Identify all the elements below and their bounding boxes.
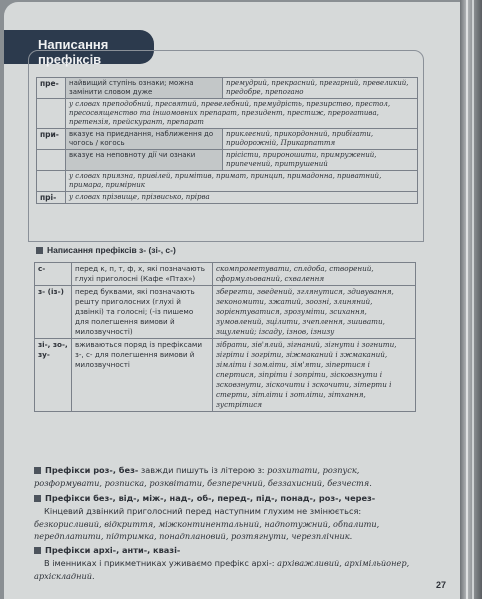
note-arkhi-heading: Префікси архі-, анти-, квазі- xyxy=(34,544,420,557)
example-cell: зібрати, зів'ялий, зігнаний, зігнути і зогнити, зігріти і зогріти, зіжмаканий і зжмаканий, зімліти і зомліти, зім'яти, зіпертися і спертися, зіпріти і зопріти, зісковзнути і зсковзнути, зіскочити і зскочити, зітерти і стерти, зітліти і зотліти, зітхання, зустрітися xyxy=(213,339,416,412)
note-bez-vid-heading: Префікси без-, від-, між-, над-, об-, перед-, під-, понад-, роз-, через- xyxy=(34,492,420,505)
bullet-square-icon xyxy=(34,547,41,554)
prefix-cell: с- xyxy=(35,263,72,286)
example-cell: зберегти, зведений, зглянутися, здивування, зекономити, зжатий, зоозні, злиняний, зорієнтуватися, зрозуміти, зсихання, зумовлений, зцілити, зчеплення, зшивати, зщулений; ізсаду, ізнов, ізнизу xyxy=(213,286,416,339)
rule-cell: перед буквами, які позначають решту приголосних (глухі й дзвінкі) та голосні; (-із пишемо для полегшення вимови й милозвучності) xyxy=(72,286,213,339)
bullet-square-icon xyxy=(36,247,43,254)
prefix-cell: пре- xyxy=(37,78,66,99)
example-cell: приклеєний, прикордонний, прибігати, придорожній, Прикарпаття xyxy=(223,129,418,150)
page-number: 27 xyxy=(436,580,447,590)
prefix-cell xyxy=(37,99,66,129)
book-page-edges xyxy=(460,0,482,599)
full-rule-cell: у словах прізвище, прізвисько, прірва xyxy=(66,192,418,204)
table-row xyxy=(37,78,418,99)
prefix-cell xyxy=(37,150,66,171)
table-row xyxy=(37,150,418,171)
prefix-cell: при- xyxy=(37,129,66,150)
prefix-cell: прі- xyxy=(37,192,66,204)
table-row xyxy=(35,263,416,286)
rule-cell: вказує на неповноту дії чи ознаки xyxy=(66,150,223,171)
bullet-square-icon xyxy=(34,467,41,474)
section-heading-text: Написання префіксів з- (зі-, с-) xyxy=(47,245,176,255)
note-arkhi-body: В іменниках і прикметниках уживаємо префікс архі-: архіважливий, архімільйонер, архісклaдний. xyxy=(34,558,410,581)
table-row xyxy=(37,129,418,150)
full-rule-cell: у словах преподобний, пресвятий, превелебний, премудрість, презирство, престол, пресосвященство та іншомовних препарат, президент, престиж, прерогатива, претензія, прейскурант, препарат xyxy=(66,99,418,129)
table-row xyxy=(37,99,418,129)
example-cell: скомпрометувати, сплдоба, створений, сформульований, схвалення xyxy=(213,263,416,286)
table-row xyxy=(37,192,418,204)
prefix-cell xyxy=(37,171,66,192)
note-bez-vid-body: Кінцевий дзвінкий приголосний перед наступним глухим не змінюється: безкорисливий, відкриття, міжконтинентальний, надпотужний, обпалити, передплатити, підтримка, понадплановий, розтягнути, черезплічник. xyxy=(34,506,380,541)
rule-cell: вживаються поряд із префіксами з-, с- для полегшення вимови й милозвучності xyxy=(72,339,213,412)
page-title: Написання префіксів xyxy=(38,37,109,67)
table-row xyxy=(35,339,416,412)
prefix-cell: з- (із-) xyxy=(35,286,72,339)
rule-cell: найвищий ступінь ознаки; можна замінити словом дуже xyxy=(66,78,223,99)
full-rule-cell: у словах приязна, привілей, примітив, примат, принцип, примадонна, приватний, примара, примірник xyxy=(66,171,418,192)
table-row xyxy=(35,286,416,339)
rule-cell: перед к, п, т, ф, х, які позначають глухі приголосні (Кафе «Птах») xyxy=(72,263,213,286)
prefix-table-z xyxy=(34,262,416,412)
section-heading-z xyxy=(36,245,176,255)
table-row xyxy=(37,171,418,192)
example-cell: премудрий, прекрасний, прегарний, превеликий, предобре, препогано xyxy=(223,78,418,99)
textbook-page xyxy=(4,2,462,599)
prefix-table-pre-pry xyxy=(36,77,418,204)
bullet-square-icon xyxy=(34,495,41,502)
prefix-cell: зі-, зо-, зу- xyxy=(35,339,72,412)
note-roz-bez: Префікси роз-, без- завжди пишуть із літерою з: розхитати, розпуск, розформувати, розписка, розквітати, безперечний, беззахисний, безчестя. xyxy=(34,465,372,488)
example-cell: прісісти, прироношити, примружений, припечений, притрушений xyxy=(223,150,418,171)
rule-cell: вказує на приєднання, наближення до чогось / когось xyxy=(66,129,223,150)
